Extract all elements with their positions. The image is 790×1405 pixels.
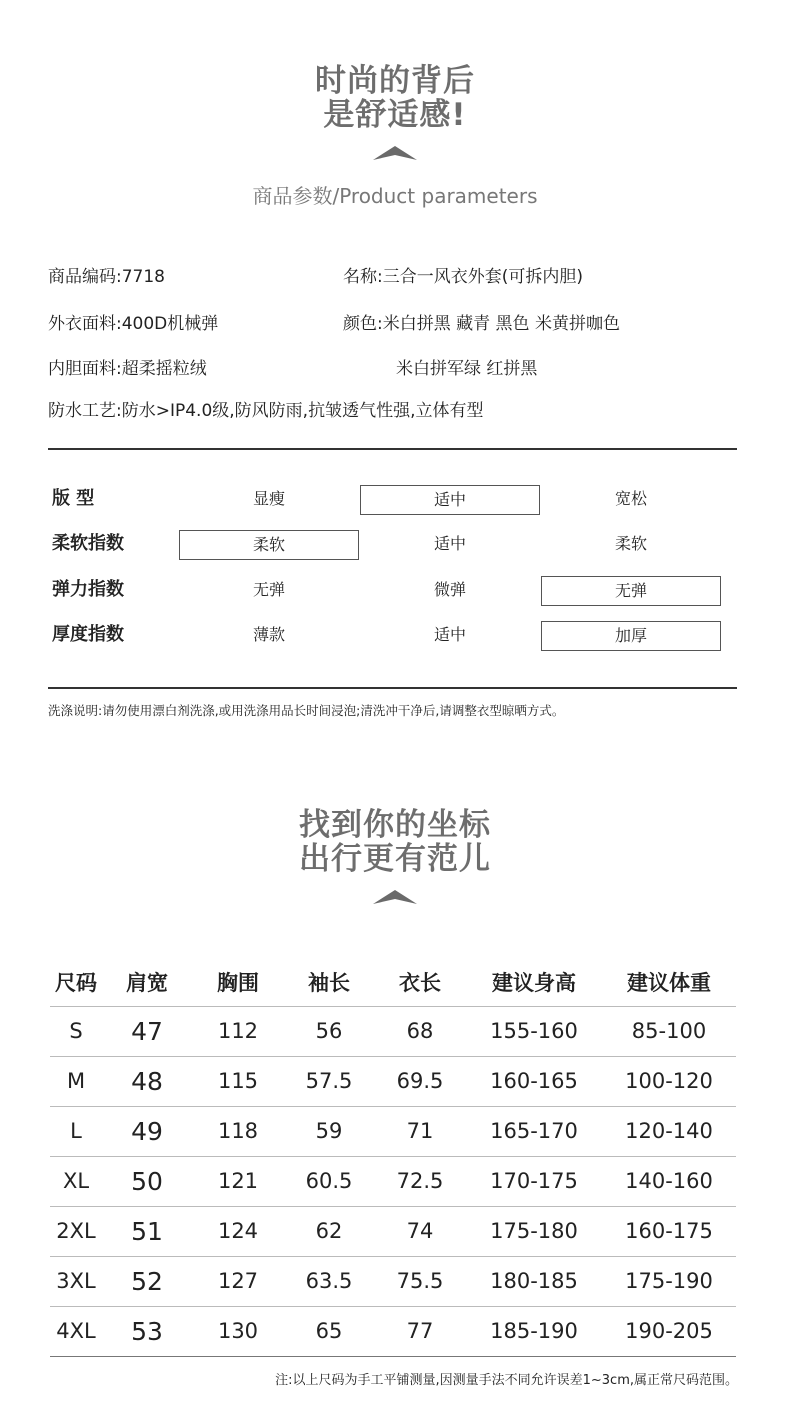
product-code: 商品编码:7718 — [48, 267, 165, 287]
size-cell: 60.5 — [284, 1156, 374, 1206]
size-cell: 140-160 — [602, 1156, 736, 1206]
size-cell: S — [50, 1006, 102, 1056]
size-cell: 115 — [192, 1056, 284, 1106]
size-cell: 77 — [374, 1306, 466, 1356]
size-cell: M — [50, 1056, 102, 1106]
page-title-line2: 是舒适感! — [323, 97, 467, 133]
size-cell: 56 — [284, 1006, 374, 1056]
size-table — [50, 958, 736, 1357]
attribute-row — [48, 618, 737, 652]
size-cell: 57.5 — [284, 1056, 374, 1106]
attribute-label: 柔软指数 — [52, 533, 124, 554]
wash-instructions: 洗涤说明:请勿使用漂白剂洗涤,或用洗涤用品长时间浸泡;清洗冲干净后,请调整衣型晾晒方式。 — [48, 703, 565, 718]
table-row — [50, 1006, 736, 1056]
attribute-option-selected: 适中 — [360, 485, 540, 515]
size-cell: 160-165 — [466, 1056, 602, 1106]
attribute-label: 弹力指数 — [52, 579, 124, 600]
size-cell: 3XL — [50, 1256, 102, 1306]
size-title-line2: 出行更有范儿 — [299, 841, 491, 877]
attribute-option-selected: 加厚 — [541, 621, 721, 651]
table-row — [50, 1206, 736, 1256]
size-cell: 59 — [284, 1106, 374, 1156]
attribute-option: 显瘦 — [252, 489, 285, 508]
size-table-header — [50, 958, 736, 1006]
size-cell: 160-175 — [602, 1206, 736, 1256]
product-name: 名称:三合一风衣外套(可拆内胆) — [343, 267, 583, 287]
size-cell: 68 — [374, 1006, 466, 1056]
size-col-header: 肩宽 — [102, 958, 192, 1006]
size-cell: 63.5 — [284, 1256, 374, 1306]
inner-fabric: 内胆面料:超柔摇粒绒 — [48, 359, 207, 379]
size-cell: 74 — [374, 1206, 466, 1256]
table-row — [50, 1106, 736, 1156]
size-cell: 121 — [192, 1156, 284, 1206]
attribute-option: 无弹 — [252, 580, 285, 599]
size-cell: 130 — [192, 1306, 284, 1356]
size-cell: 51 — [102, 1206, 192, 1256]
attribute-row — [48, 527, 737, 561]
attribute-label: 版 型 — [52, 488, 95, 509]
size-cell: 118 — [192, 1106, 284, 1156]
size-cell: 2XL — [50, 1206, 102, 1256]
size-cell: 48 — [102, 1056, 192, 1106]
size-cell: 112 — [192, 1006, 284, 1056]
size-col-header: 建议身高 — [466, 958, 602, 1006]
size-col-header: 胸围 — [192, 958, 284, 1006]
size-cell: 65 — [284, 1306, 374, 1356]
attribute-option: 薄款 — [252, 625, 285, 644]
size-footnote: 注:以上尺码为手工平铺测量,因测量手法不同允许误差1~3cm,属正常尺码范围。 — [275, 1373, 738, 1388]
attribute-option-selected: 无弹 — [541, 576, 721, 606]
attribute-option: 适中 — [433, 625, 466, 644]
size-cell: 50 — [102, 1156, 192, 1206]
attribute-option: 微弹 — [433, 580, 466, 599]
product-colors-cont: 米白拼军绿 红拼黑 — [396, 359, 538, 379]
table-row — [50, 1056, 736, 1106]
attribute-option: 柔软 — [614, 534, 647, 553]
product-colors: 颜色:米白拼黑 藏青 黑色 米黄拼咖色 — [343, 314, 620, 334]
size-col-header: 建议体重 — [602, 958, 736, 1006]
size-cell: 180-185 — [466, 1256, 602, 1306]
size-cell: 72.5 — [374, 1156, 466, 1206]
size-cell: 165-170 — [466, 1106, 602, 1156]
waterproof-spec: 防水工艺:防水>IP4.0级,防风防雨,抗皱透气性强,立体有型 — [48, 401, 484, 421]
size-cell: 4XL — [50, 1306, 102, 1356]
outer-fabric: 外衣面料:400D机械弹 — [48, 314, 219, 334]
section-subtitle: 商品参数/Product parameters — [252, 184, 538, 208]
size-cell: 127 — [192, 1256, 284, 1306]
page-title-line1: 时尚的背后 — [315, 63, 475, 99]
size-col-header: 衣长 — [374, 958, 466, 1006]
divider — [48, 687, 737, 689]
size-cell: 75.5 — [374, 1256, 466, 1306]
size-cell: XL — [50, 1156, 102, 1206]
attribute-option: 宽松 — [614, 489, 647, 508]
size-cell: 85-100 — [602, 1006, 736, 1056]
size-cell: 190-205 — [602, 1306, 736, 1356]
size-cell: 53 — [102, 1306, 192, 1356]
size-cell: 47 — [102, 1006, 192, 1056]
size-title-line1: 找到你的坐标 — [299, 807, 491, 843]
table-row — [50, 1256, 736, 1306]
size-col-header: 袖长 — [284, 958, 374, 1006]
attribute-row — [48, 482, 737, 516]
size-cell: 175-190 — [602, 1256, 736, 1306]
size-cell: 52 — [102, 1256, 192, 1306]
size-cell: L — [50, 1106, 102, 1156]
chevron-up-icon — [373, 889, 417, 905]
size-cell: 120-140 — [602, 1106, 736, 1156]
size-cell: 185-190 — [466, 1306, 602, 1356]
attribute-option: 适中 — [433, 534, 466, 553]
size-cell: 71 — [374, 1106, 466, 1156]
size-cell: 155-160 — [466, 1006, 602, 1056]
size-cell: 49 — [102, 1106, 192, 1156]
chevron-up-icon — [373, 145, 417, 161]
table-row — [50, 1156, 736, 1206]
attribute-option-selected: 柔软 — [179, 530, 359, 560]
table-row — [50, 1306, 736, 1356]
size-cell: 62 — [284, 1206, 374, 1256]
size-cell: 124 — [192, 1206, 284, 1256]
size-col-header: 尺码 — [50, 958, 102, 1006]
size-cell: 170-175 — [466, 1156, 602, 1206]
size-cell: 69.5 — [374, 1056, 466, 1106]
attribute-row — [48, 573, 737, 607]
divider — [48, 448, 737, 450]
attribute-label: 厚度指数 — [52, 624, 124, 645]
size-cell: 175-180 — [466, 1206, 602, 1256]
size-cell: 100-120 — [602, 1056, 736, 1106]
